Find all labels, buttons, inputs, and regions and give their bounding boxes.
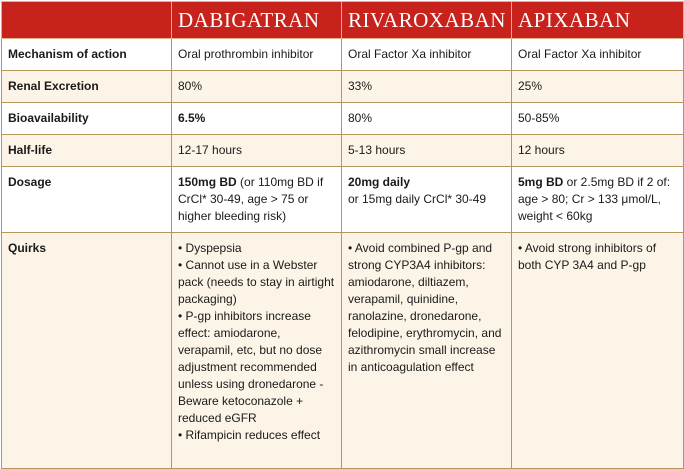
table-row-mechanism [2,39,684,71]
cell-quirks-dabigatran [172,233,342,469]
cell-quirks-rivaroxaban [342,233,512,469]
cell-renal-rivaroxaban: 33% [342,71,512,103]
cell-mechanism-dabigatran: Oral prothrombin inhibitor [172,39,342,71]
cell-dosage-rivaroxaban [342,167,512,233]
dose-primary-apixaban: 5mg BD [518,175,564,189]
header-apixaban: APIXABAN [512,2,684,39]
cell-mechanism-apixaban: Oral Factor Xa inhibitor [512,39,684,71]
table-row-halflife [2,135,684,167]
cell-dosage-dabigatran [172,167,342,233]
cell-quirks-apixaban [512,233,684,469]
header-dabigatran: DABIGATRAN [172,2,342,39]
list-item: • Avoid combined P-gp and strong CYP3A4 inhibitors: amiodarone, diltiazem, verapamil, quinidine, ranolazine, dronedarone, felodipine, erythromycin, and azithromycin small increase in anticoagulation effect [348,241,502,374]
list-item: • Dyspepsia [178,241,242,255]
anticoagulant-comparison-table [1,1,684,469]
cell-renal-dabigatran: 80% [172,71,342,103]
list-item: • Rifampicin reduces effect [178,428,321,442]
cell-halflife-rivaroxaban: 5-13 hours [342,135,512,167]
table-row-quirks [2,233,684,469]
quirks-list-rivaroxaban [348,240,505,376]
table-row-renal [2,71,684,103]
header-row [2,2,684,39]
row-label-mechanism: Mechanism of action [2,39,172,71]
header-corner-cell [2,2,172,39]
dose-primary-dabigatran: 150mg BD [178,175,237,189]
list-item: • Avoid strong inhibitors of both CYP 3A4 and P-gp [518,241,657,272]
dose-alternative-apixaban: or 2.5mg BD if 2 of: age > 80; Cr > 133 μmol/L, weight < 60kg [518,175,671,223]
row-label-dosage: Dosage [2,167,172,233]
quirks-list-dabigatran [178,240,335,444]
header-rivaroxaban: RIVAROXABAN [342,2,512,39]
cell-mechanism-rivaroxaban: Oral Factor Xa inhibitor [342,39,512,71]
dose-primary-rivaroxaban: 20mg daily [348,175,411,189]
cell-halflife-apixaban: 12 hours [512,135,684,167]
list-item: • P-gp inhibitors increase effect: amiodarone, verapamil, etc, but no dose adjustment recommended unless using dronedarone - Beware ketoconazole + reduced eGFR [178,309,324,425]
row-label-renal: Renal Excretion [2,71,172,103]
cell-bioavailability-dabigatran: 6.5% [172,103,342,135]
row-label-halflife: Half-life [2,135,172,167]
cell-bioavailability-rivaroxaban: 80% [342,103,512,135]
dose-alternative-rivaroxaban: or 15mg daily CrCl* 30-49 [348,192,487,206]
list-item: • Cannot use in a Webster pack (needs to stay in airtight packaging) [178,258,335,306]
row-label-quirks: Quirks [2,233,172,469]
cell-renal-apixaban: 25% [512,71,684,103]
cell-dosage-apixaban [512,167,684,233]
dose-alternative-dabigatran: (or 110mg BD if CrCl* 30-49, age > 75 or higher bleeding risk) [178,175,324,223]
table-row-bioavailability [2,103,684,135]
row-label-bioavailability: Bioavailability [2,103,172,135]
quirks-list-apixaban [518,240,677,274]
table-row-dosage [2,167,684,233]
cell-halflife-dabigatran: 12-17 hours [172,135,342,167]
cell-bioavailability-apixaban: 50-85% [512,103,684,135]
